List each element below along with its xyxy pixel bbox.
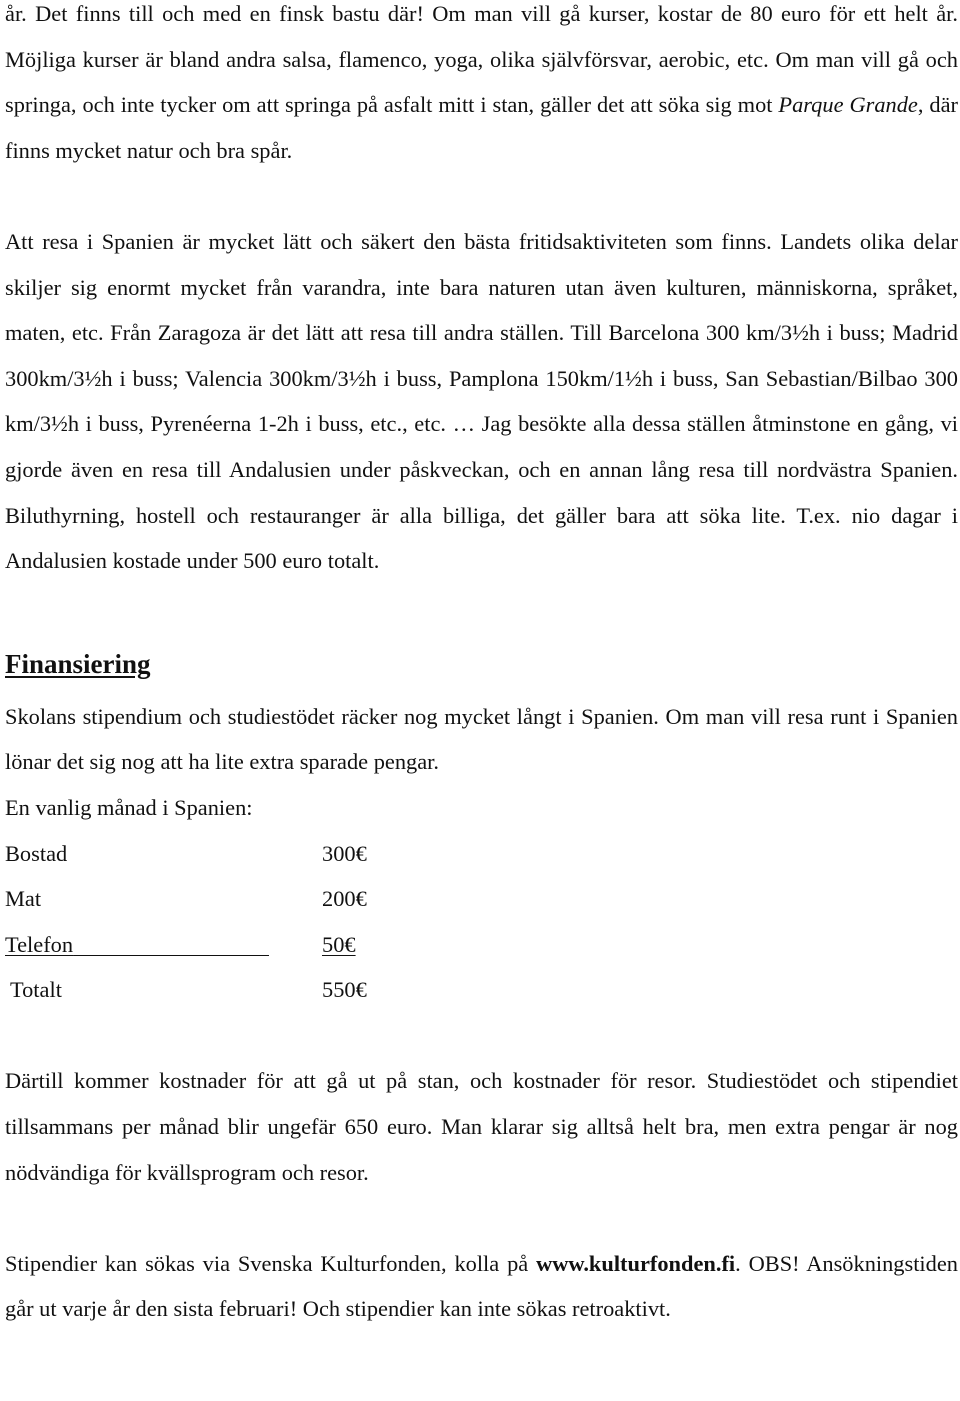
budget-row-bostad xyxy=(5,831,958,877)
budget-amount: 200€ xyxy=(322,886,367,912)
intro-paragraph xyxy=(5,0,958,173)
month-label: En vanlig månad i Spanien: xyxy=(5,794,253,820)
budget-table xyxy=(5,831,958,1013)
budget-label-text: Telefon xyxy=(5,931,74,957)
intro-text-a: år. Det finns till och med en finsk bastu där! Om man vill gå kurser, kostar de 80 euro för ett helt år. Möjliga kurser är bland andra salsa, flamenco, yoga, olika självförsvar, aerobic, etc. Om man vill gå och springa, och inte tycker om att springa på asfalt mitt i stan, gäller det att söka sig mot xyxy=(5,1,958,118)
intro-text-b: , där finns mycket natur och bra spår. xyxy=(5,92,958,163)
financing-intro: Skolans stipendium och studiestödet räcker nog mycket långt i Spanien. Om man vill resa runt i Spanien lönar det sig nog att ha lite extra sparade pengar. xyxy=(5,703,958,775)
extra-costs-paragraph: Därtill kommer kostnader för att gå ut på stan, och kostnader för resor. Studiestödet och stipendiet tillsammans per månad blir ungefär 650 euro. Man klarar sig alltså helt bra, men extra pengar är nog nödvändiga för kvällsprogram och resor. xyxy=(5,1068,958,1185)
budget-row-totalt xyxy=(5,967,958,1013)
budget-amount: 50€ xyxy=(322,931,356,957)
kulturfonden-link[interactable]: www.kulturfonden.fi xyxy=(536,1250,736,1276)
budget-label: Mat xyxy=(5,886,42,912)
grant-text-b: . OBS! Ansökningstiden går ut varje år den sista februari! Och stipendier kan inte sökas retroaktivt. xyxy=(5,1250,958,1322)
budget-label xyxy=(5,922,322,968)
budget-row-mat xyxy=(5,876,958,922)
budget-label: Totalt xyxy=(10,977,62,1003)
grant-text-a: Stipendier kan sökas via Svenska Kulturfonden, kolla på xyxy=(5,1250,537,1276)
grant-paragraph xyxy=(5,1241,958,1332)
document-page xyxy=(5,0,958,1332)
budget-amount: 550€ xyxy=(322,977,367,1003)
budget-row-telefon xyxy=(5,922,958,968)
financing-heading: Finansiering xyxy=(5,648,151,679)
underline-fill xyxy=(73,932,269,957)
travel-paragraph: Att resa i Spanien är mycket lätt och säkert den bästa fritidsaktiviteten som finns. Landets olika delar skiljer sig enormt mycket från varandra, inte bara naturen utan även kulturen, människorna, språket, maten, etc. Från Zaragoza är det lätt att resa till andra ställen. Till Barcelona 300 km/3½h i buss; Madrid 300km/3½h i buss; Valencia 300km/3½h i buss, Pamplona 150km/1½h i buss, San Sebastian/Bilbao 300 km/3½h i buss, Pyrenéerna 1-2h i buss, etc., etc. … Jag besökte alla dessa ställen åtminstone en gång, vi gjorde även en resa till Andalusien under påskveckan, och en annan lång resa till nordvästra Spanien. Biluthyrning, hostell och restauranger är alla billiga, det gäller bara att söka lite. T.ex. nio dagar i Andalusien kostade under 500 euro totalt. xyxy=(5,228,958,574)
budget-amount: 300€ xyxy=(322,840,367,866)
park-name: Parque Grande xyxy=(778,92,918,118)
budget-label: Bostad xyxy=(5,840,68,866)
